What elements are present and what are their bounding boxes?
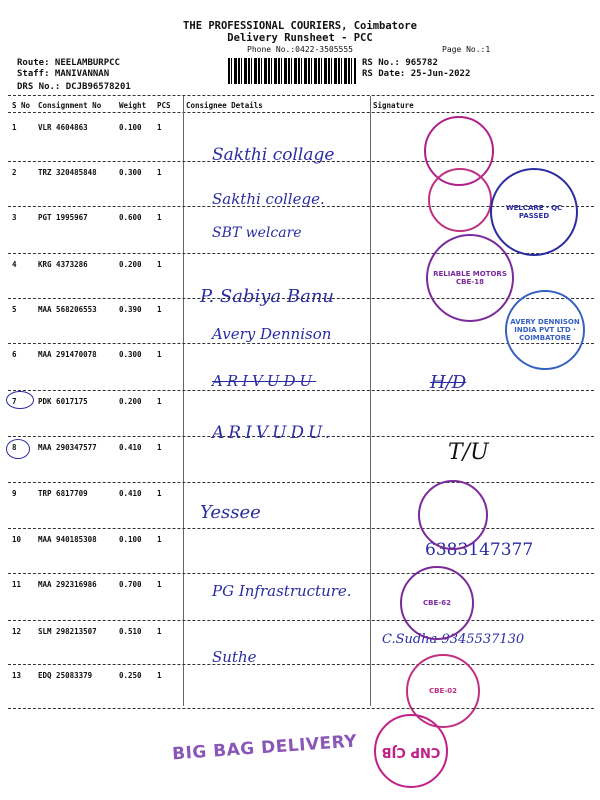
row-separator <box>8 161 594 162</box>
circle-mark-row8 <box>6 439 30 459</box>
cell-sno: 6 <box>12 350 17 359</box>
cell-sno: 7 <box>12 397 17 406</box>
cell-consignment: SLM 298213507 <box>38 627 97 636</box>
handwritten-consignee: ARIVUDU <box>212 372 317 390</box>
cell-consignment: TRP 6817709 <box>38 489 88 498</box>
cell-sno: 8 <box>12 443 17 452</box>
cell-sno: 2 <box>12 168 17 177</box>
row-separator <box>8 390 594 391</box>
handwritten-tu: T/U <box>448 440 489 465</box>
table-bottom-rule <box>8 708 594 709</box>
cell-consignment: EDQ 25083379 <box>38 671 93 680</box>
cell-consignment: PDK 6017175 <box>38 397 88 406</box>
handwritten-consignee: Suthe <box>212 648 257 666</box>
handwritten-consignee: P. Sabiya Banu <box>200 286 335 307</box>
handwritten-hd: H/D <box>430 372 467 393</box>
cell-pcs: 1 <box>157 580 162 589</box>
handwritten-consignee: Sakthi college. <box>212 190 325 208</box>
pg-infrastructure-stamp: CBE-62 <box>400 566 474 640</box>
cell-consignment: MAA 290347577 <box>38 443 97 452</box>
cell-sno: 1 <box>12 123 17 132</box>
row-separator <box>8 664 594 665</box>
cell-pcs: 1 <box>157 123 162 132</box>
company-title: THE PROFESSIONAL COURIERS, Coimbatore <box>183 20 417 32</box>
route: Route: NEELAMBURPCC <box>17 58 120 68</box>
col-header-signature: Signature <box>373 101 414 110</box>
cell-weight: 0.200 <box>119 397 142 406</box>
cell-weight: 0.390 <box>119 305 142 314</box>
cell-sno: 4 <box>12 260 17 269</box>
rs-number: RS No.: 965782 <box>362 58 438 68</box>
avery-dennison-stamp: AVERY DENNISON INDIA PVT LTD · COIMBATORE <box>505 290 585 370</box>
cell-sno: 10 <box>12 535 22 544</box>
welcare-stamp: WELCARE · QC PASSED <box>490 168 578 256</box>
consignee-column-rule <box>183 96 184 706</box>
cell-weight: 0.410 <box>119 489 142 498</box>
page-number: Page No.:1 <box>442 45 491 54</box>
signature-column-rule <box>370 96 371 706</box>
row-separator <box>8 620 594 621</box>
document-title: Delivery Runsheet - PCC <box>227 32 373 44</box>
cell-pcs: 1 <box>157 397 162 406</box>
cell-pcs: 1 <box>157 260 162 269</box>
circle-mark-row7 <box>6 391 34 409</box>
cell-weight: 0.300 <box>119 168 142 177</box>
row-separator <box>8 573 594 574</box>
cell-weight: 0.700 <box>119 580 142 589</box>
col-header-sno: S No <box>12 101 31 110</box>
staff: Staff: MANIVANNAN <box>17 69 110 79</box>
cell-sno: 5 <box>12 305 17 314</box>
handwritten-consignee: SBT welcare <box>212 225 302 241</box>
cell-weight: 0.250 <box>119 671 142 680</box>
rs-date: RS Date: 25-Jun-2022 <box>362 69 471 79</box>
cell-pcs: 1 <box>157 443 162 452</box>
orient-courier-stamp: CBE-02 <box>406 654 480 728</box>
row-separator <box>8 343 594 344</box>
barcode <box>228 58 356 84</box>
cell-weight: 0.200 <box>119 260 142 269</box>
cell-pcs: 1 <box>157 305 162 314</box>
reliable-motors-stamp: RELIABLE MOTORS CBE-18 <box>426 234 514 322</box>
cell-pcs: 1 <box>157 627 162 636</box>
cell-sno: 12 <box>12 627 22 636</box>
cell-pcs: 1 <box>157 671 162 680</box>
cell-consignment: MAA 292316986 <box>38 580 97 589</box>
vasflex-stamp <box>418 480 488 550</box>
cnp-cjb-stamp: CNP CJB <box>374 714 448 788</box>
handwritten-consignee: ARIVUDU. <box>212 423 335 443</box>
college-stamp-2 <box>428 168 492 232</box>
cell-consignment: MAA 568206553 <box>38 305 97 314</box>
col-header-weight: Weight <box>119 101 147 110</box>
col-header-consignee: Consignee Details <box>186 101 263 110</box>
cell-weight: 0.100 <box>119 535 142 544</box>
cell-weight: 0.100 <box>119 123 142 132</box>
handwritten-phone-row12: C.Sudha 9345537130 <box>382 632 525 647</box>
cell-consignment: MAA 940185308 <box>38 535 97 544</box>
cell-sno: 13 <box>12 671 22 680</box>
big-bag-delivery-stamp: BIG BAG DELIVERY <box>171 731 358 765</box>
handwritten-phone-row10: 6383147377 <box>425 540 534 560</box>
drs-number: DRS No.: DCJB96578201 <box>17 82 131 92</box>
header-bottom-rule <box>8 112 594 113</box>
row-separator <box>8 482 594 483</box>
handwritten-consignee: Avery Dennison <box>212 325 332 343</box>
cell-weight: 0.600 <box>119 213 142 222</box>
cell-pcs: 1 <box>157 350 162 359</box>
cell-consignment: KRG 4373286 <box>38 260 88 269</box>
cell-sno: 9 <box>12 489 17 498</box>
phone-number: Phone No.:0422-3505555 <box>247 45 353 54</box>
cell-consignment: TRZ 320485848 <box>38 168 97 177</box>
cell-consignment: MAA 291470078 <box>38 350 97 359</box>
col-header-consignment: Consignment No <box>38 101 102 110</box>
cell-sno: 3 <box>12 213 17 222</box>
cell-pcs: 1 <box>157 168 162 177</box>
cell-consignment: PGT 1995967 <box>38 213 88 222</box>
handwritten-consignee: Yessee <box>200 502 261 523</box>
cell-pcs: 1 <box>157 489 162 498</box>
cell-weight: 0.510 <box>119 627 142 636</box>
cell-pcs: 1 <box>157 535 162 544</box>
cell-weight: 0.300 <box>119 350 142 359</box>
col-header-pcs: PCS <box>157 101 171 110</box>
cell-sno: 11 <box>12 580 22 589</box>
cell-pcs: 1 <box>157 213 162 222</box>
cell-consignment: VLR 4604863 <box>38 123 88 132</box>
handwritten-consignee: PG Infrastructure. <box>212 582 352 600</box>
table-top-rule <box>8 95 594 96</box>
row-separator <box>8 528 594 529</box>
handwritten-consignee: Sakthi collage <box>212 145 335 165</box>
cell-weight: 0.410 <box>119 443 142 452</box>
